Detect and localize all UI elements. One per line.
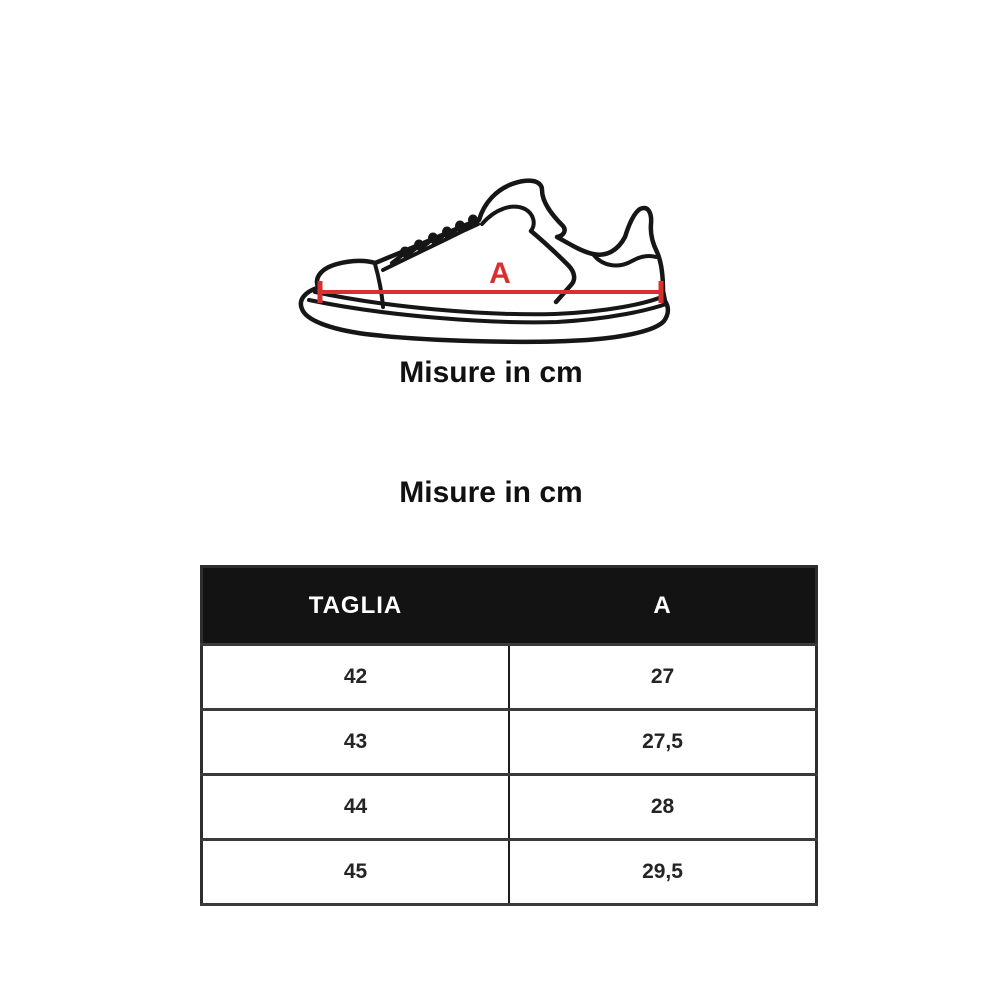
cell-taglia: 43	[202, 710, 510, 775]
size-table	[200, 565, 818, 906]
cell-taglia: 42	[202, 645, 510, 710]
table-row	[202, 840, 817, 905]
lace-eyelets	[392, 215, 478, 264]
size-table-body	[202, 645, 817, 905]
cell-a: 29,5	[509, 840, 817, 905]
sneaker-svg	[295, 163, 695, 355]
tongue-seam	[482, 207, 534, 231]
section-title: Misure in cm	[399, 476, 583, 509]
measurement-label-a: A	[489, 257, 511, 290]
cell-taglia: 45	[202, 840, 510, 905]
eyestay-line	[383, 224, 478, 270]
cell-a: 28	[509, 775, 817, 840]
header-row	[202, 567, 817, 645]
cell-taglia: 44	[202, 775, 510, 840]
sneaker-illustration	[295, 163, 695, 355]
header-cell-a: A	[509, 567, 817, 645]
table-row	[202, 775, 817, 840]
table-row	[202, 710, 817, 775]
cell-a: 27	[509, 645, 817, 710]
figure-caption: Misure in cm	[399, 356, 583, 389]
header-cell-taglia: TAGLIA	[202, 567, 510, 645]
size-table-header	[202, 567, 817, 645]
table-row	[202, 645, 817, 710]
cell-a: 27,5	[509, 710, 817, 775]
